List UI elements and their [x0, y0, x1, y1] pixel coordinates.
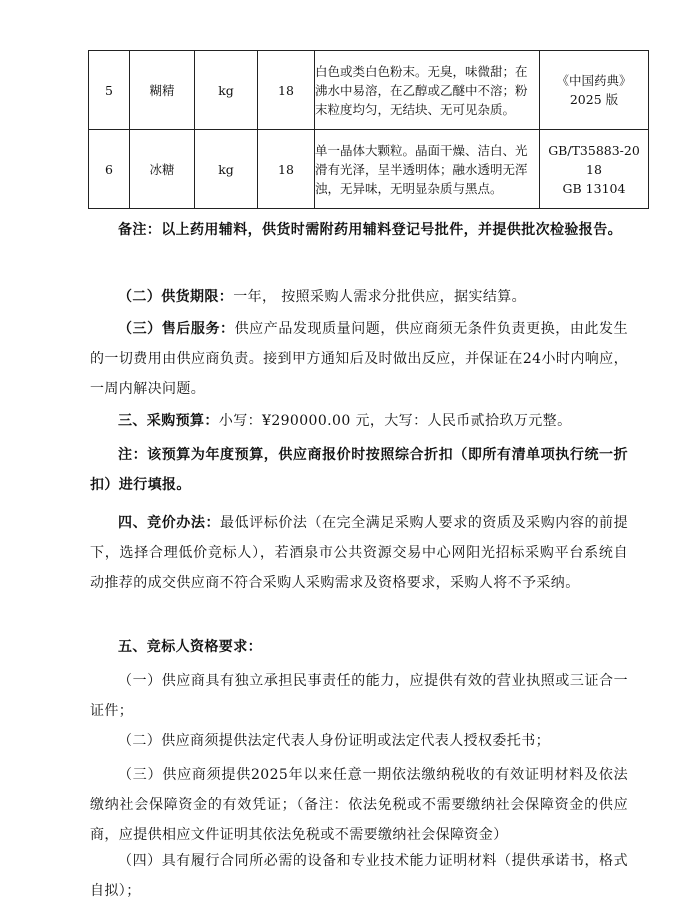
quantity: 18	[258, 51, 315, 130]
note-registration: 备注：以上药用辅料，供货时需附药用辅料登记号批件，并提供批次检验报告。	[118, 222, 622, 238]
standard-line: 《中国药典》	[556, 73, 632, 88]
row-number: 5	[89, 51, 130, 130]
bidding-method-label: 四、竞价办法：	[118, 515, 221, 531]
material-name: 糊精	[130, 51, 195, 130]
after-sales	[90, 314, 628, 404]
unit: kg	[195, 130, 258, 209]
after-sales-text: 供应产品发现质量问题，供应商须无条件负责更换，由此发生的一切费用由供应商负责。接到甲方通知后及时做出反应，并保证在24小时内响应，一周内解决问题。	[90, 321, 628, 397]
table-row	[89, 130, 649, 209]
qualification-item: （一）供应商具有独立承担民事责任的能力，应提供有效的营业执照或三证合一证件；	[90, 673, 628, 719]
quantity: 18	[258, 130, 315, 209]
qualification-item: （二）供应商须提供法定代表人身份证明或法定代表人授权委托书；	[118, 733, 550, 749]
standard-line: GB 13104	[562, 180, 626, 196]
standard	[540, 130, 649, 209]
qualification-item: （三）供应商须提供2025年以来任意一期依法缴纳税收的有效证明材料及依法缴纳社会保障资金的有效凭证；（备注：依法免税或不需要缴纳社会保障资金的供应商，应提供相应文件证明其依法免税或不需要缴纳社会保障资金）	[90, 767, 628, 843]
supply-period-text: 一年， 按照采购人需求分批供应，据实结算。	[233, 289, 527, 305]
standard-line: 18	[586, 161, 602, 177]
budget	[90, 406, 628, 436]
materials-table	[88, 50, 649, 209]
table-row	[89, 51, 649, 130]
specification: 单一晶体大颗粒。晶面干燥、洁白、光滑有光泽，呈半透明体；融水透明无浑浊，无异味，无明显杂质与黑点。	[315, 130, 540, 209]
note-budget: 注：该预算为年度预算，供应商报价时按照综合折扣（即所有清单项执行统一折扣）进行填报。	[90, 447, 628, 493]
row-number: 6	[89, 130, 130, 209]
budget-label: 三、采购预算：	[118, 413, 219, 429]
budget-text: 小写：¥290000.00 元，大写：人民币贰拾玖万元整。	[218, 413, 572, 429]
supply-period-label: （二）供货期限：	[118, 289, 234, 305]
bidding-method	[90, 508, 628, 598]
unit: kg	[195, 51, 258, 130]
standard-line: GB/T35883-20	[548, 142, 640, 158]
standard-line: 2025 版	[569, 92, 619, 107]
after-sales-label: （三）售后服务：	[118, 321, 235, 337]
standard	[540, 51, 649, 130]
material-name: 冰糖	[130, 130, 195, 209]
qualification-title: 五、竞标人资格要求：	[118, 639, 262, 655]
bidding-method-text: 最低评标价法（在完全满足采购人要求的资质及采购内容的前提下，选择合理低价竞标人），若酒泉市公共资源交易中心网阳光招标采购平台系统自动推荐的成交供应商不符合采购人采购需求及资格要求，采购人将不予采纳。	[90, 515, 628, 591]
supply-period	[90, 282, 628, 312]
specification: 白色或类白色粉末。无臭，味微甜；在沸水中易溶，在乙醇或乙醚中不溶；粉末粒度均匀，无结块、无可见杂质。	[315, 51, 540, 130]
qualification-item: （四）具有履行合同所必需的设备和专业技术能力证明材料（提供承诺书，格式自拟）；	[90, 853, 628, 899]
